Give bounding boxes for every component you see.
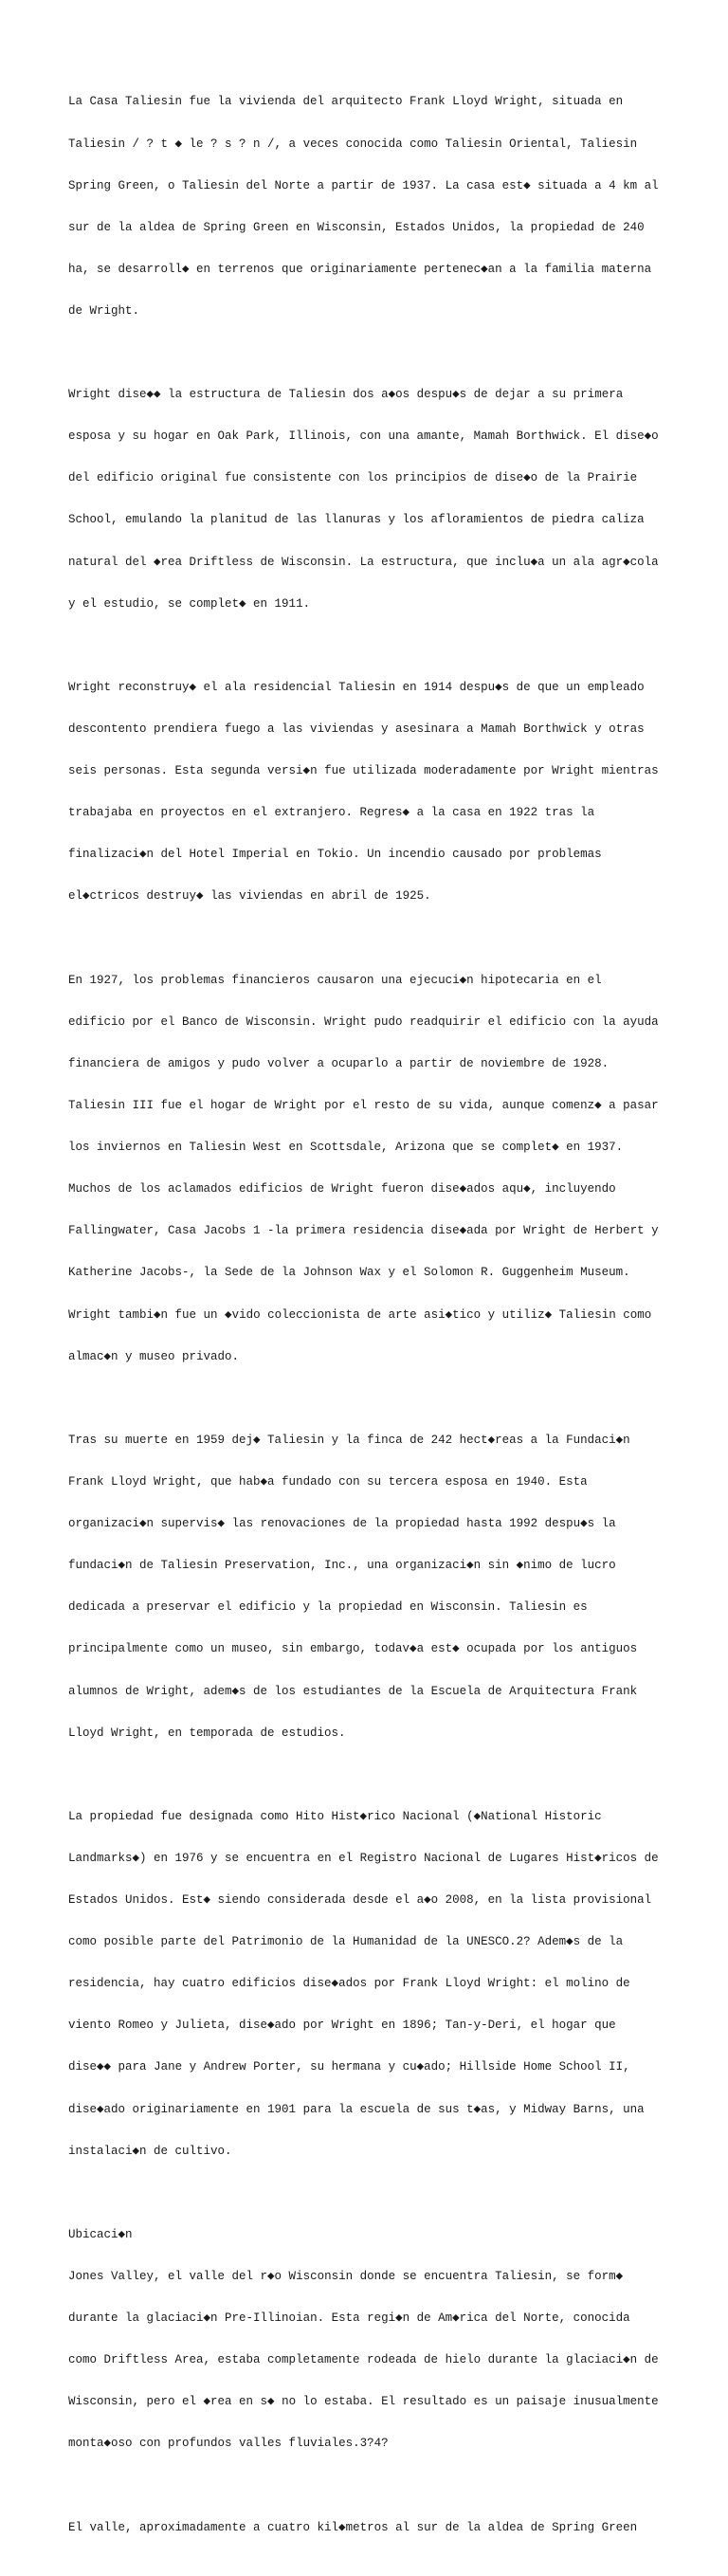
text-line: Frank Lloyd Wright, que hab◆a fundado con su tercera esposa en 1940. Esta <box>68 1474 588 1489</box>
text-line: Muchos de los aclamados edificios de Wright fueron dise◆ados aqu◆, incluyendo <box>68 1182 616 1197</box>
text-line: Jones Valley, el valle del r◆o Wisconsin donde se encuentra Taliesin, se form◆ <box>68 2270 624 2283</box>
text-line: esposa y su hogar en Oak Park, Illinois, con una amante, Mamah Borthwick. El dise◆o <box>68 429 659 444</box>
text-line: Taliesin III fue el hogar de Wright por el resto de su vida, aunque comenz◆ a pasar <box>68 1098 659 1112</box>
text-line: viento Romeo y Julieta, dise◆ado por Wright en 1896; Tan-y-Deri, el hogar que <box>68 2019 616 2033</box>
text-line: residencia, hay cuatro edificios dise◆ados por Frank Lloyd Wright: el molino de <box>68 1977 630 1991</box>
paragraph-design <box>68 360 675 639</box>
text-line: Wisconsin, pero el ◆rea en s◆ no lo estaba. El resultado es un paisaje inusualmente <box>68 2395 659 2409</box>
text-line: Tras su muerte en 1959 dej◆ Taliesin y la finca de 242 hect◆reas a la Fundaci◆n <box>68 1433 630 1447</box>
text-line: En 1927, los problemas financieros causaron una ejecuci◆n hipotecaria en el <box>68 973 602 987</box>
text-line: instalaci◆n de cultivo. <box>68 2144 232 2158</box>
text-line: sur de la aldea de Spring Green en Wisconsin, Estados Unidos, la propiedad de 240 <box>68 220 645 234</box>
text-line: del edificio original fue consistente con los principios de dise◆o de la Prairie <box>68 471 638 485</box>
text-line: Spring Green, o Taliesin del Norte a partir de 1937. La casa est◆ situada a 4 km al <box>68 178 659 192</box>
text-line: edificio por el Banco de Wisconsin. Wright pudo readquirir el edificio con la ayuda <box>68 1014 659 1029</box>
text-line: como posible parte del Patrimonio de la Humanidad de la UNESCO.2? Adem◆s de la <box>68 1935 624 1949</box>
text-line: principalmente como un museo, sin embargo, todav◆a est◆ ocupada por los antiguos <box>68 1642 638 1656</box>
text-line: Taliesin / ? t ◆ le ? s ? n /, a veces conocida como Taliesin Oriental, Taliesin <box>68 137 638 151</box>
text-line: Wright dise◆◆ la estructura de Taliesin dos a◆os despu◆s de dejar a su primera <box>68 388 624 402</box>
text-line: los inviernos en Taliesin West en Scottsdale, Arizona que se complet◆ en 1937. <box>68 1141 624 1155</box>
text-line: El valle, aproximadamente a cuatro kil◆metros al sur de la aldea de Spring Green <box>68 2520 638 2534</box>
text-line: descontento prendiera fuego a las viviendas y asesinara a Mamah Borthwick y otras <box>68 722 645 737</box>
text-line: de Wright. <box>68 303 140 318</box>
paragraph-landmark <box>68 1781 675 2185</box>
document-body <box>68 67 675 2576</box>
text-line: almac◆n y museo privado. <box>68 1349 240 1363</box>
text-line: La Casa Taliesin fue la vivienda del arquitecto Frank Lloyd Wright, situada en <box>68 95 624 109</box>
text-line: Wright tambi◆n fue un ◆vido coleccionista de arte asi◆tico y utiliz◆ Taliesin como <box>68 1307 652 1322</box>
text-line: el◆ctricos destruy◆ las viviendas en abril de 1925. <box>68 889 431 904</box>
text-line: natural del ◆rea Driftless de Wisconsin. La estructura, que inclu◆a un ala agr◆cola <box>68 555 659 569</box>
paragraph-taliesin-iii <box>68 945 675 1392</box>
text-line: trabajaba en proyectos en el extranjero. Regres◆ a la casa en 1922 tras la <box>68 806 595 820</box>
text-line: Wright reconstruy◆ el ala residencial Taliesin en 1914 despu◆s de que un empleado <box>68 680 645 694</box>
text-line: y el estudio, se complet◆ en 1911. <box>68 596 311 611</box>
text-line: dise◆ado originariamente en 1901 para la escuela de sus t◆as, y Midway Barns, una <box>68 2102 645 2116</box>
text-line: durante la glaciaci◆n Pre-Illinoian. Esta regi◆n de Am◆rica del Norte, conocida <box>68 2311 630 2326</box>
text-line: finalizaci◆n del Hotel Imperial en Tokio. Un incendio causado por problemas <box>68 848 602 862</box>
text-line: School, emulando la planitud de las llanuras y los afloramientos de piedra caliza <box>68 513 645 527</box>
text-line: monta◆oso con profundos valles fluviales.3?4? <box>68 2437 389 2451</box>
text-line: fundaci◆n de Taliesin Preservation, Inc., una organizaci◆n sin ◆nimo de lucro <box>68 1559 616 1573</box>
text-line: alumnos de Wright, adem◆s de los estudiantes de la Escuela de Arquitectura Frank <box>68 1684 638 1698</box>
text-line: Estados Unidos. Est◆ siendo considerada desde el a◆o 2008, en la lista provisional <box>68 1893 652 1908</box>
text-line: Lloyd Wright, en temporada de estudios. <box>68 1726 346 1740</box>
paragraph-reconstruction <box>68 653 675 932</box>
text-line: financiera de amigos y pudo volver a ocuparlo a partir de noviembre de 1928. <box>68 1056 610 1070</box>
text-line: ha, se desarroll◆ en terrenos que originariamente pertenec◆an a la familia materna <box>68 262 652 276</box>
text-line: La propiedad fue designada como Hito Hist◆rico Nacional (◆National Historic <box>68 1809 602 1823</box>
paragraph-valley <box>68 2493 675 2563</box>
paragraph-intro <box>68 67 675 346</box>
text-line: dise◆◆ para Jane y Andrew Porter, su hermana y cu◆ado; Hillside Home School II, <box>68 2060 630 2074</box>
text-line: Katherine Jacobs-, la Sede de la Johnson Wax y el Solomon R. Guggenheim Museum. <box>68 1266 630 1280</box>
text-line: Fallingwater, Casa Jacobs 1 -la primera residencia dise◆ada por Wright de Herbert y <box>68 1224 659 1238</box>
section-heading: Ubicaci◆n <box>68 2227 133 2241</box>
paragraph-location <box>68 2200 675 2478</box>
text-line: dedicada a preservar el edificio y la propiedad en Wisconsin. Taliesin es <box>68 1600 588 1615</box>
text-line: Landmarks◆) en 1976 y se encuentra en el Registro Nacional de Lugares Hist◆ricos de <box>68 1851 659 1865</box>
text-line: seis personas. Esta segunda versi◆n fue utilizada moderadamente por Wright mientras <box>68 764 659 778</box>
text-line: como Driftless Area, estaba completamente rodeada de hielo durante la glaciaci◆n de <box>68 2353 659 2367</box>
text-line: organizaci◆n supervis◆ las renovaciones de la propiedad hasta 1992 despu◆s la <box>68 1517 616 1531</box>
paragraph-foundation <box>68 1405 675 1767</box>
